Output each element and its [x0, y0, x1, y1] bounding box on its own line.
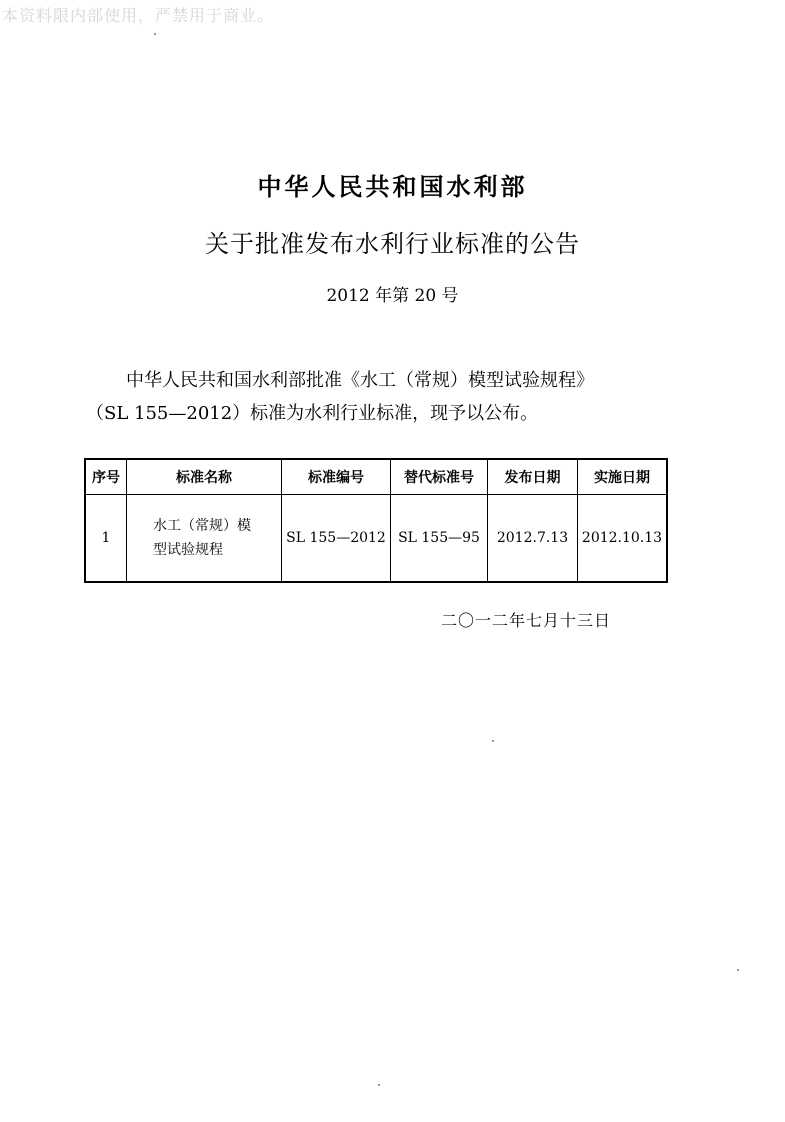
cell-name-line-1: 水工（常规）模 [153, 518, 251, 534]
header-code: 标准编号 [282, 459, 391, 495]
scan-speck [492, 740, 494, 742]
cell-name [127, 495, 282, 583]
header-release-date: 发布日期 [488, 459, 578, 495]
cell-release-date: 2012.7.13 [488, 495, 578, 583]
cell-effective-date: 2012.10.13 [578, 495, 668, 583]
body-line-2: （SL 155—2012）标准为水利行业标准，现予以公布。 [86, 403, 539, 424]
cell-no: 1 [85, 495, 127, 583]
announcement-title: 关于批准发布水利行业标准的公告 [205, 230, 580, 258]
standards-table [84, 458, 668, 583]
announcement-number: 2012 年第 20 号 [326, 286, 459, 306]
cell-name-line-2: 型试验规程 [153, 542, 223, 558]
scan-speck [737, 969, 739, 971]
table-row [85, 495, 667, 583]
header-no: 序号 [85, 459, 127, 495]
cell-code: SL 155—2012 [282, 495, 391, 583]
watermark-text: 本资料限内部使用，严禁用于商业。 [2, 6, 275, 25]
cell-replaces: SL 155—95 [391, 495, 488, 583]
header-replaces: 替代标准号 [391, 459, 488, 495]
scan-speck [378, 1084, 380, 1086]
header-effective-date: 实施日期 [578, 459, 668, 495]
header-name: 标准名称 [127, 459, 282, 495]
scan-speck [154, 33, 156, 35]
signing-date: 二〇一二年七月十三日 [441, 611, 612, 630]
issuer-heading: 中华人民共和国水利部 [257, 173, 528, 201]
body-line-1: 中华人民共和国水利部批准《水工（常规）模型试验规程》 [126, 370, 594, 391]
table-header-row [85, 459, 667, 495]
